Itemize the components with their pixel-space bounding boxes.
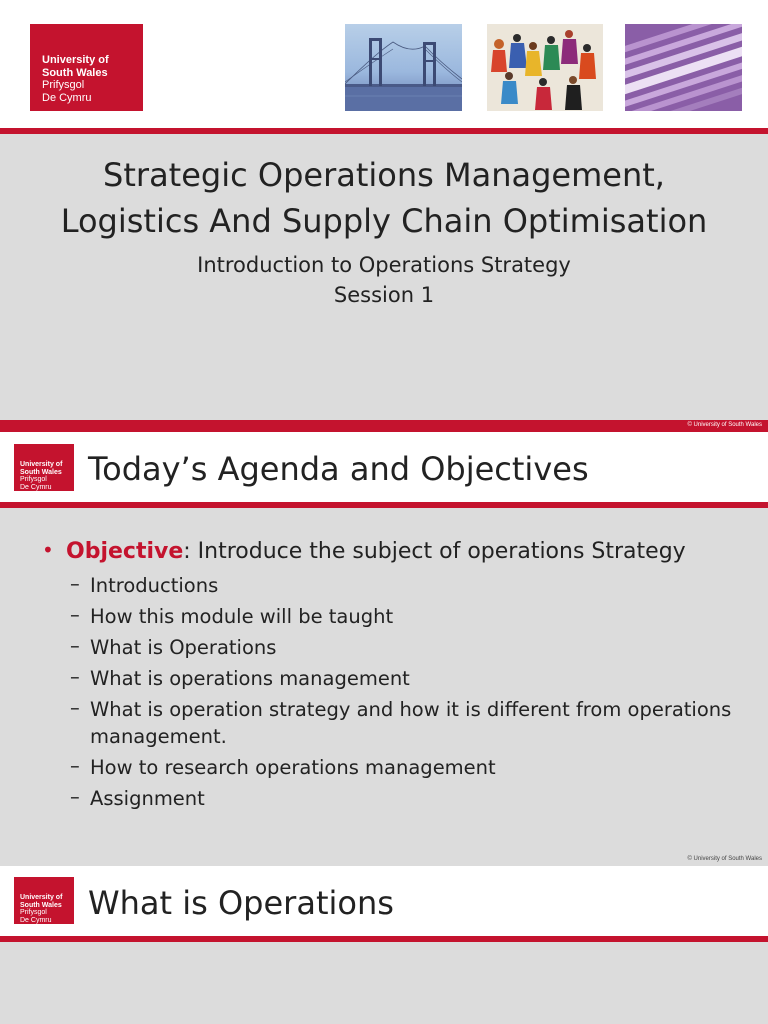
logo-line: Prifysgol [42, 79, 85, 92]
dash-icon: – [70, 634, 80, 657]
list-item [70, 754, 750, 781]
title-line: Strategic Operations Management, [103, 156, 665, 194]
slide-header [0, 0, 768, 128]
objective-bullet [40, 536, 750, 568]
slide-header [0, 866, 768, 936]
list-item [70, 665, 750, 692]
presentation-subtitle [0, 250, 768, 310]
header-divider [0, 128, 768, 134]
list-item-text: What is operations management [90, 667, 410, 690]
university-logo [14, 444, 74, 491]
dash-icon: – [70, 665, 80, 688]
dash-icon: – [70, 696, 80, 719]
logo-line: South Wales [20, 468, 62, 476]
subtitle-line: Introduction to Operations Strategy [197, 253, 571, 277]
title-line: Logistics And Supply Chain Optimisation [60, 202, 708, 240]
crowd-photo [487, 24, 603, 111]
logo-line: De Cymru [42, 91, 92, 104]
logo-line: Prifysgol [20, 909, 47, 917]
session-label: Session 1 [333, 283, 435, 307]
agenda-slide [0, 432, 768, 866]
list-item-text: How this module will be taught [90, 605, 394, 628]
list-item-text: Assignment [90, 787, 205, 810]
logo-line: Prifysgol [20, 476, 47, 484]
bridge-photo [345, 24, 462, 111]
header-divider [0, 502, 768, 508]
dash-icon: – [70, 785, 80, 808]
university-logo [30, 24, 143, 111]
slide-title: Today’s Agenda and Objectives [88, 450, 589, 488]
operations-slide [0, 866, 768, 1024]
copyright-notice: © University of South Wales [687, 856, 762, 862]
list-item-text: What is Operations [90, 636, 277, 659]
list-item-text: How to research operations management [90, 756, 496, 779]
copyright-notice: © University of South Wales [687, 422, 762, 428]
slide-header [0, 432, 768, 502]
list-item [70, 603, 750, 630]
logo-line: University of [42, 54, 109, 66]
presentation-title [0, 152, 768, 244]
logo-line: De Cymru [20, 917, 52, 925]
footer-bar [0, 420, 768, 432]
list-item [70, 634, 750, 661]
knowledge-words-photo [625, 24, 742, 111]
university-logo [14, 877, 74, 924]
objective-text: : Introduce the subject of operations Strategy [183, 539, 686, 564]
objective-label: Objective [66, 539, 184, 564]
header-divider [0, 936, 768, 942]
logo-line: University of [20, 461, 63, 468]
logo-line: De Cymru [20, 484, 52, 492]
agenda-items [70, 572, 750, 812]
logo-line: University of [20, 894, 63, 901]
list-item [70, 696, 750, 750]
bullet-icon: • [42, 538, 54, 562]
list-item [70, 572, 750, 599]
list-item [70, 785, 750, 812]
title-slide [0, 0, 768, 432]
objectives-list [40, 536, 750, 812]
logo-line: South Wales [20, 901, 62, 909]
dash-icon: – [70, 603, 80, 626]
logo-line: South Wales [42, 66, 108, 79]
dash-icon: – [70, 754, 80, 777]
list-item-text: What is operation strategy and how it is different from operations management. [90, 698, 732, 748]
list-item-text: Introductions [90, 574, 219, 597]
slide-title: What is Operations [88, 884, 394, 922]
dash-icon: – [70, 572, 80, 595]
